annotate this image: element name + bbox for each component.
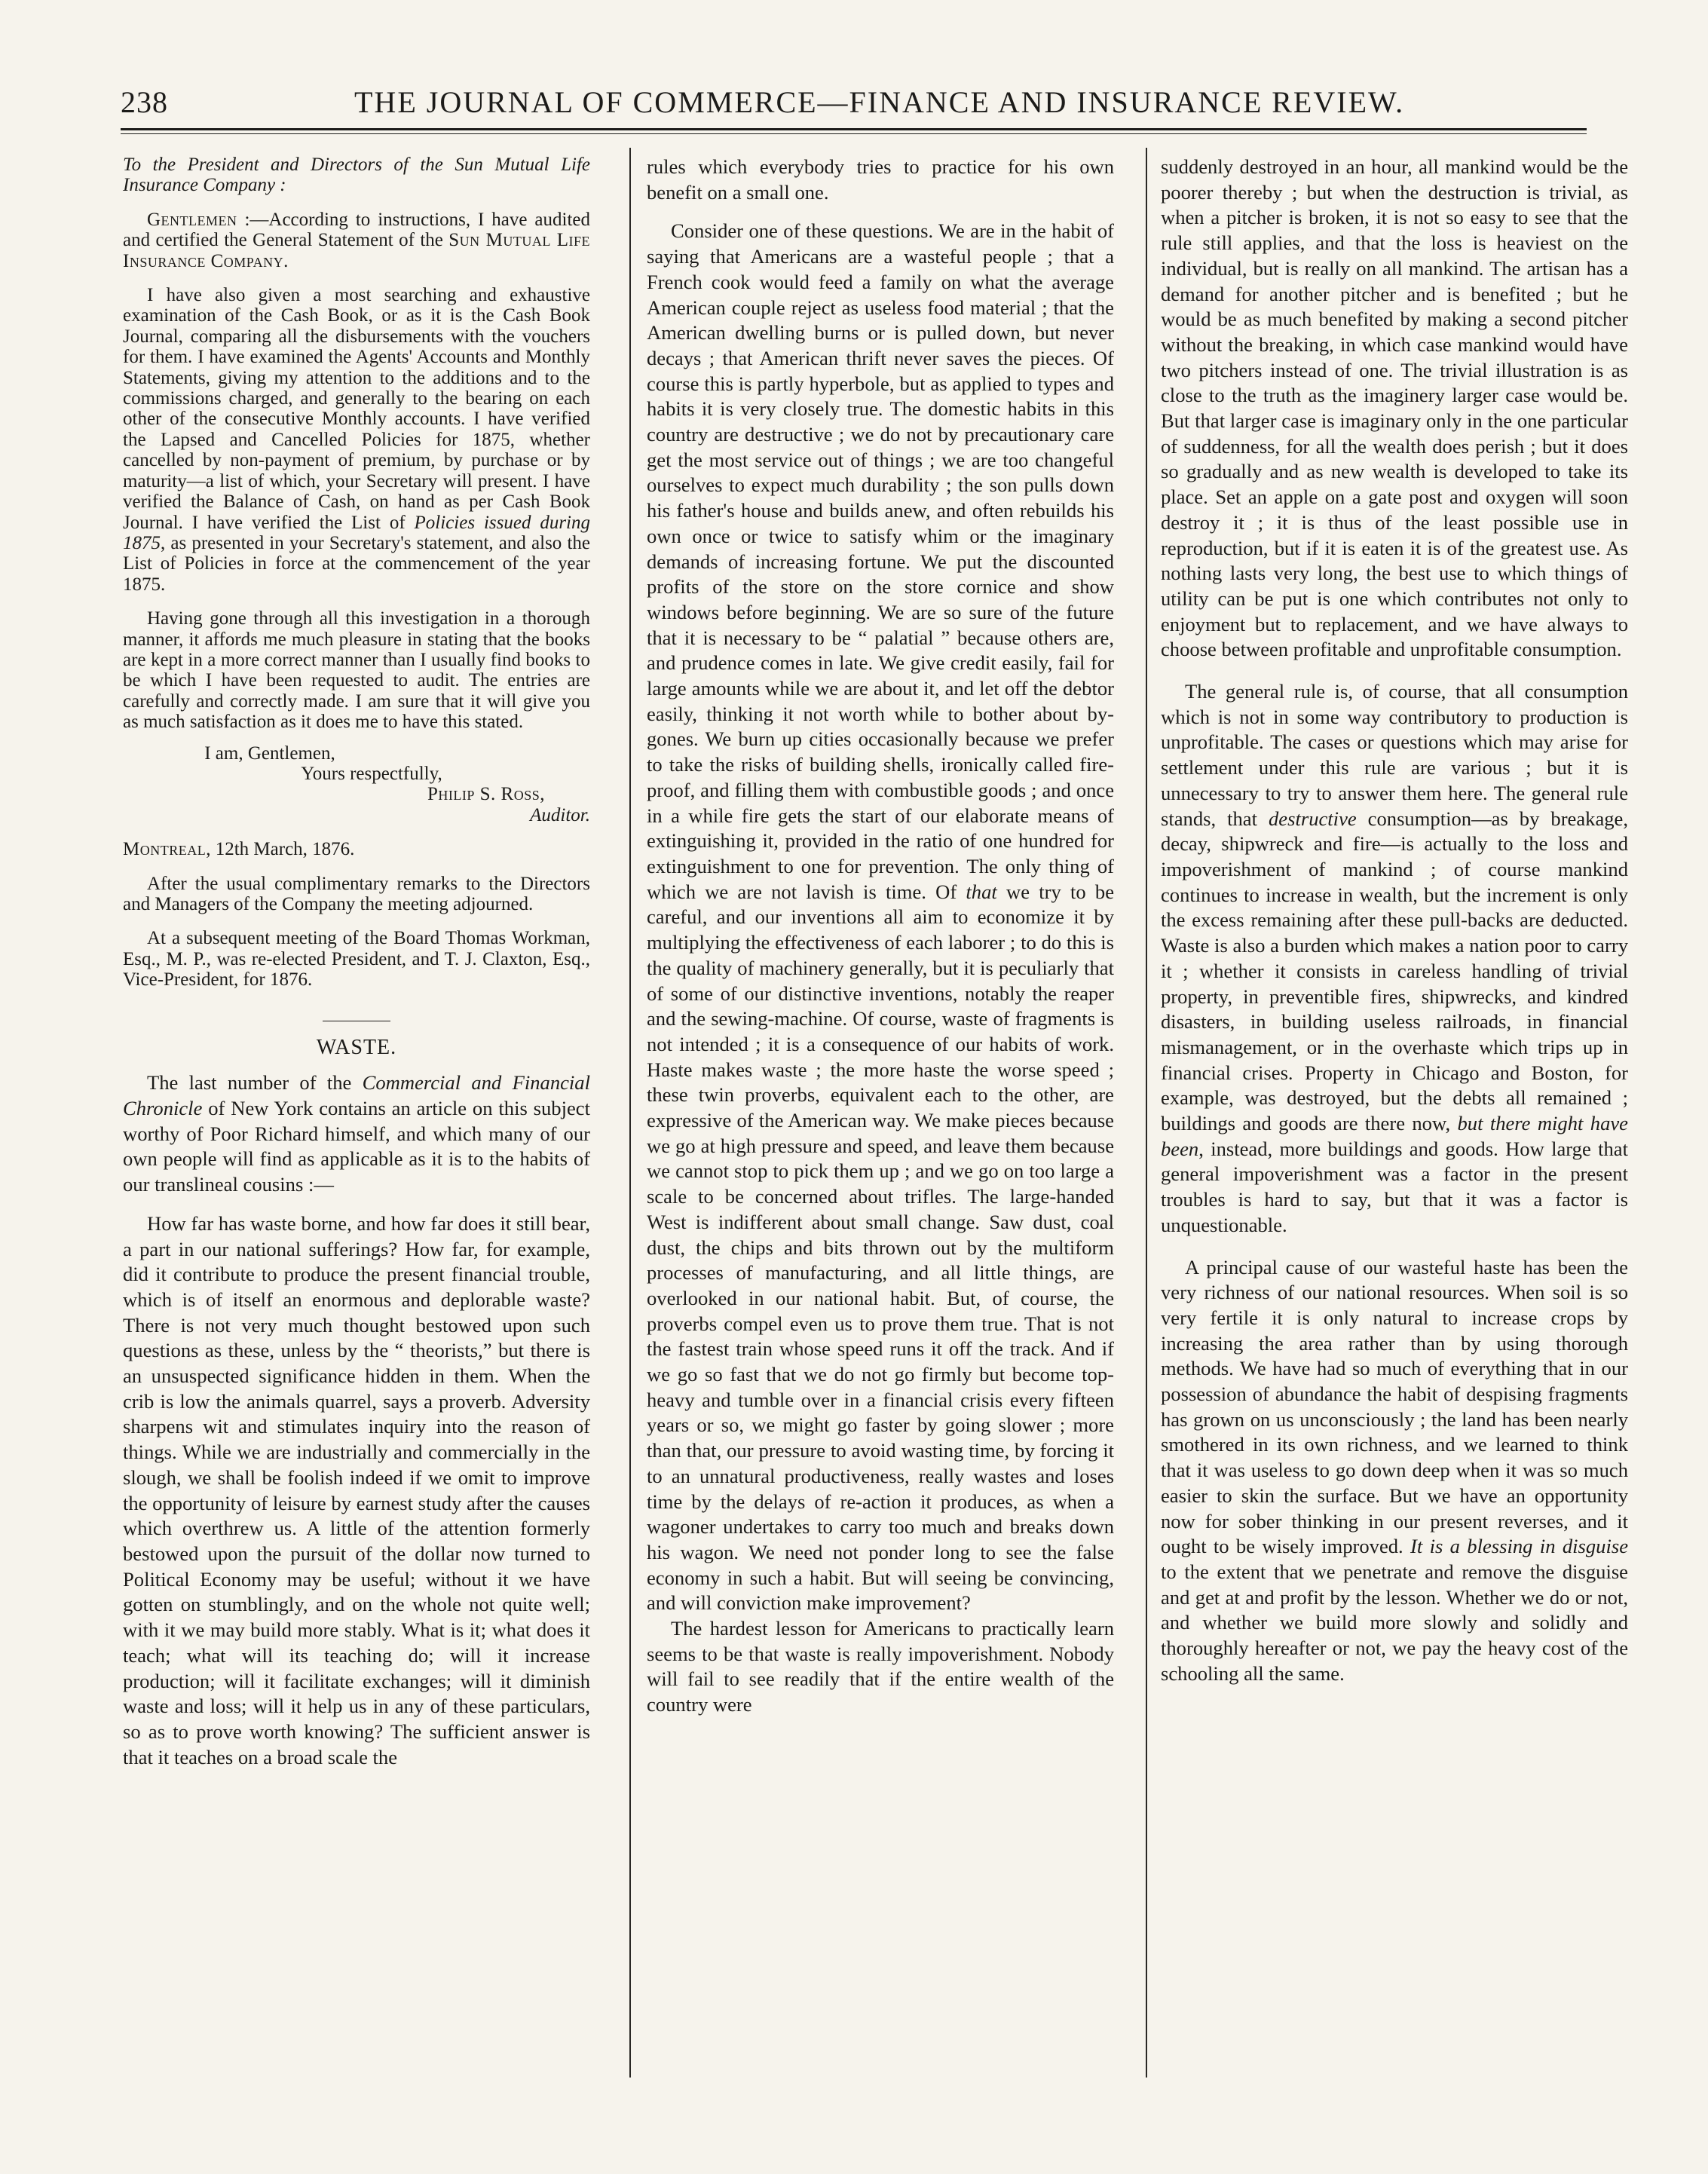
letter-paragraph-1-end: .: [283, 250, 289, 271]
col3-paragraph-3: [1161, 1255, 1628, 1687]
column-1: [123, 155, 590, 1770]
meeting-paragraph-1: After the usual complimentary remarks to the Directors and Managers of the Company the meeting adjourned.: [123, 873, 590, 914]
col3-paragraph-1: suddenly destroyed in an hour, all mankind would be the poorer thereby ; but when the destruction is trivial, as when a pitcher is broken, it is not so easy to see that the rule still applies, and that the loss is heaviest on the individual, but is really on all mankind. The artisan has a demand for another pitcher and is benefited ; but he would be as much benefited by making a second pitcher without the breaking, in which case mankind would have two pitchers instead of one. The trivial illustration is as close to the truth as the imaginery larger case would be. But that larger case is imaginary only in the one particular of suddenness, for all the wealth does perish ; but it does so gradually and as new wealth is developed to take its place. Set an apple on a gate post and oxygen will soon destroy it ; it is thus of the least possible use in reproduction, but if it is eaten it is of the greatest use. As nothing lasts very long, the best use to which things of utility can be put is one which contributes not only to enjoyment but to replacement, and we have always to choose between profitable and unprofitable consumption.: [1161, 155, 1628, 661]
signature-title: Auditor.: [530, 804, 590, 825]
company-name: Sun Mutual Life Insurance Company: [123, 230, 591, 271]
page-header: [121, 84, 1583, 130]
col3-paragraph-3-text-b: to the extent that we penetrate and remove the disguise and get at and profit by the lesson. Whether we do or not, and whether we build more slowly and solidly and thoroughly hereafter or not, we pay the heavy cost of the schooling all the same.: [1161, 1560, 1628, 1685]
col2-paragraph-2: [647, 219, 1114, 1616]
header-rule-thick: [121, 128, 1587, 130]
running-head: THE JOURNAL OF COMMERCE—FINANCE AND INSURANCE REVIEW.: [354, 85, 1405, 119]
salutation: Gentlemen: [147, 209, 237, 230]
signature-line-1: I am, Gentlemen,: [204, 743, 335, 764]
col3-paragraph-3-italic: It is a blessing in disguise: [1410, 1535, 1628, 1558]
waste-intro: [123, 1070, 590, 1198]
col3-paragraph-2-text-a: The general rule is, of course, that all consumption which is not in some way contributory to production is unprofitable. The cases or questions which may arise for settlement under this rule are various ; but it is unnecessary to try to answer them here. The general rule stands, that: [1161, 680, 1628, 830]
waste-intro-text-b: of New York contains an article on this subject worthy of Poor Richard himself, and which many of our own people will find as applicable as it is to the habits of our translineal cousins :—: [123, 1097, 590, 1196]
letter-paragraph-3: Having gone through all this investigation in a thorough manner, it affords me much pleasure in stating that the books are kept in a more correct manner than I usually find books to be which I have been requested to audit. The entries are carefully and correctly made. I am sure that it will give you as much satisfaction as it does me to have this stated.: [123, 608, 590, 733]
col3-paragraph-2: [1161, 679, 1628, 1238]
col2-paragraph-2-italic: that: [966, 880, 997, 903]
col3-paragraph-2-italic-2: but there might have been: [1161, 1112, 1628, 1160]
letter-paragraph-2-end: , as presented in your Secretary's statement, and also the List of Policies in force at the commencement of the year 1875.: [123, 532, 590, 595]
letter-paragraph-2-text: I have also given a most searching and exhaustive examination of the Cash Book, or as it is the Cash Book Journal, comparing all the disbursements with the vouchers for them. I have examined the Agents' Accounts and Monthly Statements, giving my attention to the additions and to the commissions charged, and generally to the bearing on each other of the consecutive Monthly accounts. I have verified the Lapsed and Cancelled Policies for 1875, whether cancelled by non-payment of premium, by purchase or by maturity—a list of which, your Secretary will present. I have verified the Balance of Cash, on hand as per Cash Book Journal. I have verified the List of: [123, 285, 590, 533]
col2-paragraph-2-text-a: Consider one of these questions. We are in the habit of saying that Americans are a wasteful people ; that a French cook would feed a family on what the average American couple reject as useless food material ; that the American dwelling burns or is pulled down, but never decays ; that American thrift never saves the pieces. Of course this is partly hyperbole, but as applied to types and habits it is very closely true. The domestic habits in this country are destructive ; we do not by precautionary care get the most service out of things ; we are too changeful ourselves to expect much durability ; the son pulls down his father's house and builds anew, and often rebuilds his own once or twice to satisfy whim or the imaginary demands of increasing fortune. We put the discounted profits of the store on the store cornice and show windows before beginning. We are so sure of the future that it is necessary to be “ palatial ” because others are, and prudence comes in late. We give credit easily, fail for large amounts while we are about it, and let off the debtor easily, thinking it not worth while to bother about by-gones. We burn up cities occasionally because we prefer to take the risks of building shells, ironically called fire-proof, and filling them with combustible goods ; and once in a while fire gets the start of our elaborate means of extinguishing it, provided in the ratio of one hundred for extinguishment to one for prevention. The only thing of which we are not lavish is time. Of: [647, 219, 1114, 903]
col3-paragraph-2-italic: destructive: [1269, 807, 1357, 830]
dateline-date: , 12th March, 1876.: [206, 839, 355, 860]
col3-paragraph-2-text-c: , instead, more buildings and goods. How large that general impoverishment was a factor in the present troubles is hard to say, but that it was a factor is unquestionable.: [1161, 1137, 1628, 1236]
letter-paragraph-2-italic: Policies issued during 1875: [123, 512, 590, 553]
publication-name: Commercial and Financial Chronicle: [123, 1071, 590, 1120]
col2-paragraph-1: rules which everybody tries to practice for his own benefit on a small one.: [647, 155, 1114, 204]
column-2: [647, 155, 1114, 1718]
dateline-place: Montreal: [123, 839, 207, 860]
signature-line-2: Yours respectfully,: [301, 763, 442, 784]
letter-paragraph-1-text: :—According to instructions, I have audited and certified the General Statement of the: [123, 209, 590, 251]
col2-paragraph-3: The hardest lesson for Americans to practically learn seems to be that waste is really impoverishment. Nobody will fail to see readily that if the entire wealth of the country were: [647, 1617, 1114, 1716]
column-divider-2: [1146, 148, 1147, 2078]
letter-paragraph-1: [123, 210, 590, 271]
meeting-paragraph-2: At a subsequent meeting of the Board Thomas Workman, Esq., M. P., was re-elected President, and T. J. Claxton, Esq., Vice-President, for 1876.: [123, 928, 590, 991]
letter-paragraph-2: [123, 285, 590, 595]
waste-paragraph-1: How far has waste borne, and how far does it still bear, a part in our national sufferings? How far, for example, did it contribute to produce the present financial trouble, which is of itself an enormous and deplorable waste? There is not very much thought bestowed upon such questions as these, unless by the “ theorists,” but there is an unsuspected significance hidden in them. When the crib is low the animals quarrel, says a proverb. Adversity sharpens wit and stimulates inquiry into the reason of things. While we are industrially and commercially in the slough, we shall be foolish indeed if we omit to improve the opportunity of leisure by earnest study after the causes which overthrew us. A little of the attention formerly bestowed upon the pursuit of the dollar now turned to Political Economy may be useful; without it we have gotten on stumblingly, and on the whole not quite well; with it we may build more stably. What is it; what does it teach; what will its teaching do; will it increase production; will it facilitate exchanges; will it diminish waste and loss; will it help us in any of these particulars, so as to prove worth knowing? The sufficient answer is that it teaches on a broad scale the: [123, 1211, 590, 1768]
page-number: 238: [121, 85, 168, 119]
waste-intro-text-a: The last number of the: [147, 1071, 363, 1095]
dateline: [123, 839, 590, 859]
header-rule-thin: [121, 133, 1587, 134]
signature-name: Philip S. Ross,: [427, 784, 545, 805]
section-title: WASTE.: [316, 1035, 397, 1059]
column-divider-1: [629, 148, 631, 2078]
col3-paragraph-3-text-a: A principal cause of our wasteful haste has been the very richness of our national resources. When soil is so very fertile it is only natural to increase crops by increasing the area rather than by using thorough methods. We have had so much of everything that in our possession of abundance the habit of despising fragments has grown on us unconsciously ; the land has been nearly smothered in its own richness, and we learned to think that it was useless to go down deep when it was so much easier to skin the surface. But we have an opportunity now for sober thinking in our present reverses, and it ought to be wisely improved.: [1161, 1255, 1628, 1558]
letter-address: To the President and Directors of the Sun Mutual Life Insurance Company :: [123, 155, 590, 196]
col2-paragraph-2-text-b: we try to be careful, and our inventions all aim to economize it by multiplying the effectiveness of each laborer ; to do this is the quality of machinery generally, but it is peculiarly that of some of our distinctive inventions, notably the reaper and the sewing-machine. Of course, waste of fragments is not intended ; it is a consequence of our habits of work. Haste makes waste ; the more haste the worse speed ; these twin proverbs, equivalent each to the other, are expressive of the American way. We make pieces because we go at high pressure and speed, and leave them because we cannot stop to pick them up ; and we go on too large a scale to be concerned about trifles. The large-handed West is indifferent about small change. Saw dust, coal dust, the chips and bits thrown out by the multiform processes of manufacturing, and all little things, are overlooked in our national habit. But, of course, the proverbs compel even us to prove them true. That is not the fastest train whose speed runs it off the track. And if we go so fast that we do not go firmly but become top-heavy and tumble over in a financial crisis every fifteen years or so, we might go faster by going slower ; more than that, our pressure to avoid wasting time, by forcing it to an unnatural productiveness, really wastes and loses time by the delays of re-action it produces, as when a wagoner undertakes to carry too much and breaks down his wagon. We need not ponder long to see the false economy in such a habit. But will seeing be convincing, and will conviction make improvement?: [647, 880, 1114, 1615]
col3-paragraph-2-text-b: consumption—as by breakage, decay, shipwreck and fire—is actually to the loss and impoverishment of mankind ; of course mankind continues to increase in wealth, but the increment is only the excess remaining after these pull-backs are deducted. Waste is also a burden which makes a nation poor to carry it ; whether it consists in careless handling of trivial property, in preventible fires, shipwrecks, and kindred disasters, in building useless railroads, in financial mismanagement, or in the overhaste which trips up in financial crises. Property in Chicago and Boston, for example, was destroyed, but the debts all remained ; buildings and goods are there now,: [1161, 807, 1629, 1135]
column-3: [1161, 155, 1628, 1686]
